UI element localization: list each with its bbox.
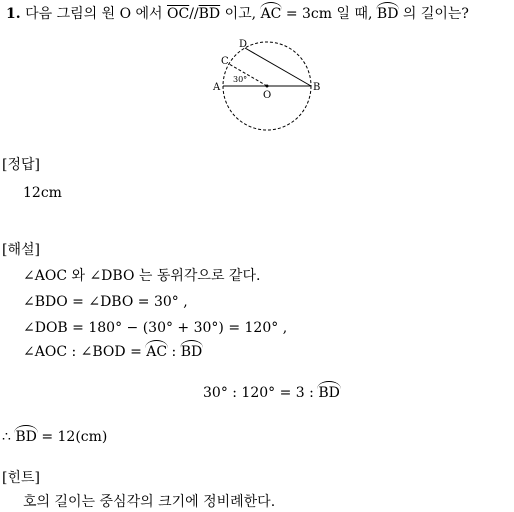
- explanation-line-5-text: 30° : 120° = 3 :: [203, 385, 319, 401]
- conclusion-arc-bd: BD: [15, 429, 37, 445]
- explanation-line-2: ∠BDO = ∠DBO = 30° ,: [23, 294, 188, 310]
- answer-header: [정답]: [2, 157, 40, 173]
- hint-text: 호의 길이는 중심각의 크기에 정비례한다.: [23, 494, 276, 510]
- problem-text-3: = 3cm 일 때,: [281, 6, 377, 22]
- segment-bd-line: [245, 48, 311, 86]
- explanation-line-4-colon: :: [167, 344, 181, 360]
- problem-number: 1.: [6, 6, 21, 22]
- segment-oc: $\overline{OC}$: [167, 6, 190, 22]
- therefore-symbol: ∴: [2, 429, 16, 445]
- explanation-arc-bd: BD: [180, 344, 203, 360]
- problem-text-4: 의 길이는?: [398, 6, 469, 22]
- explanation-line-1: ∠AOC 와 ∠DBO 는 동위각으로 같다.: [23, 268, 261, 284]
- parallel-symbol: //: [189, 6, 199, 22]
- problem-text-1: 다음 그림의 원 O 에서: [25, 6, 167, 22]
- explanation-arc-ac: AC: [146, 344, 168, 360]
- explanation-line-5: [203, 386, 340, 400]
- center-point: [266, 85, 269, 88]
- label-b: B: [313, 82, 321, 93]
- explanation-conclusion: [2, 430, 107, 444]
- hint-header: [힌트]: [2, 470, 40, 486]
- label-o: O: [263, 90, 272, 101]
- conclusion-value: = 12(cm): [36, 429, 108, 445]
- segment-bd: $\overline{BD}$: [198, 6, 221, 22]
- problem-text-2: 이고,: [220, 6, 261, 22]
- angle-label: 30°: [233, 75, 248, 84]
- explanation-line-4: [23, 345, 202, 359]
- arc-bd: BD: [376, 6, 399, 22]
- arc-ac: AC: [260, 6, 282, 22]
- explanation-line-4-text: ∠AOC : ∠BOD =: [23, 344, 147, 360]
- label-d: D: [239, 39, 248, 50]
- explanation-line-3: ∠DOB = 180° − (30° + 30°) = 120° ,: [23, 320, 288, 336]
- label-a: A: [213, 82, 221, 93]
- answer-value: 12cm: [23, 185, 62, 201]
- label-c: C: [221, 56, 229, 67]
- explanation-header: [해설]: [2, 242, 40, 258]
- explanation-line-5-arc-bd: BD: [318, 385, 340, 401]
